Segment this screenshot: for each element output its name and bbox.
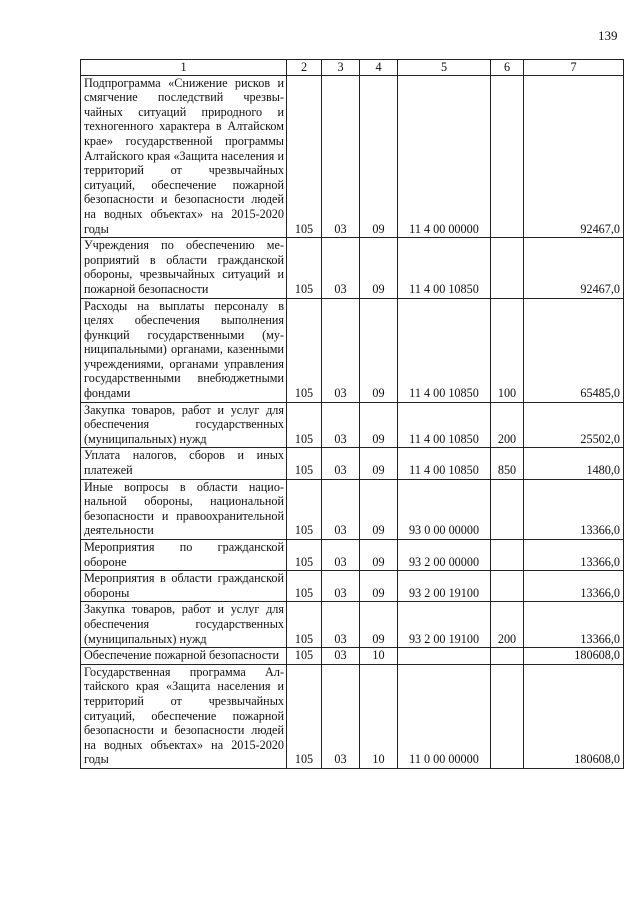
table-header-row bbox=[81, 60, 624, 76]
row-name: Мероприятия в области гражданской обороны bbox=[81, 571, 287, 602]
subsection-code: 09 bbox=[360, 571, 398, 602]
ministry-code: 105 bbox=[287, 602, 322, 648]
expense-type-code bbox=[491, 571, 524, 602]
row-name: Закупка товаров, работ и услуг для обеспечения государственных (муниципальных) нужд bbox=[81, 402, 287, 448]
expense-type-code bbox=[491, 238, 524, 298]
subsection-code: 09 bbox=[360, 238, 398, 298]
table-row bbox=[81, 402, 624, 448]
subsection-code: 10 bbox=[360, 664, 398, 768]
section-code: 03 bbox=[322, 402, 360, 448]
target-item-code: 93 2 00 19100 bbox=[398, 571, 491, 602]
row-name: Подпрограмма «Снижение рисков и смягчение последствий чрезвычайных ситуаций природного и техногенного характера в Алтайском крае» государственной программы Алтайского края «Защита населения и территорий от чрезвычайных ситуаций, обеспечение пожарной безопасности и безопасности людей на водных объектах» на 2015-2020 годы bbox=[81, 75, 287, 238]
expense-type-code bbox=[491, 648, 524, 665]
amount: 180608,0 bbox=[524, 664, 624, 768]
header-cell: 6 bbox=[491, 60, 524, 76]
section-code: 03 bbox=[322, 602, 360, 648]
table-row bbox=[81, 298, 624, 402]
ministry-code: 105 bbox=[287, 75, 322, 238]
header-cell: 5 bbox=[398, 60, 491, 76]
target-item-code: 93 2 00 19100 bbox=[398, 602, 491, 648]
expense-type-code bbox=[491, 75, 524, 238]
table-row bbox=[81, 479, 624, 539]
amount: 1480,0 bbox=[524, 448, 624, 479]
row-name: Обеспечение пожарной безопасности bbox=[81, 648, 287, 665]
ministry-code: 105 bbox=[287, 402, 322, 448]
header-cell: 4 bbox=[360, 60, 398, 76]
ministry-code: 105 bbox=[287, 664, 322, 768]
ministry-code: 105 bbox=[287, 298, 322, 402]
table-row bbox=[81, 602, 624, 648]
table-row bbox=[81, 448, 624, 479]
expense-type-code: 850 bbox=[491, 448, 524, 479]
budget-table bbox=[80, 59, 624, 769]
table-row bbox=[81, 540, 624, 571]
subsection-code: 09 bbox=[360, 298, 398, 402]
amount: 13366,0 bbox=[524, 479, 624, 539]
table-row bbox=[81, 664, 624, 768]
ministry-code: 105 bbox=[287, 571, 322, 602]
section-code: 03 bbox=[322, 540, 360, 571]
target-item-code: 11 4 00 10850 bbox=[398, 238, 491, 298]
amount: 92467,0 bbox=[524, 238, 624, 298]
row-name: Мероприятия по гражданской обороне bbox=[81, 540, 287, 571]
amount: 180608,0 bbox=[524, 648, 624, 665]
section-code: 03 bbox=[322, 448, 360, 479]
amount: 13366,0 bbox=[524, 602, 624, 648]
subsection-code: 09 bbox=[360, 402, 398, 448]
header-cell: 1 bbox=[81, 60, 287, 76]
amount: 92467,0 bbox=[524, 75, 624, 238]
target-item-code: 11 4 00 10850 bbox=[398, 448, 491, 479]
row-name: Иные вопросы в области национальной обороны, национальной безопасности и правоохранительной деятельности bbox=[81, 479, 287, 539]
target-item-code: 93 2 00 00000 bbox=[398, 540, 491, 571]
target-item-code: 93 0 00 00000 bbox=[398, 479, 491, 539]
expense-type-code bbox=[491, 479, 524, 539]
header-cell: 2 bbox=[287, 60, 322, 76]
target-item-code: 11 4 00 10850 bbox=[398, 298, 491, 402]
table-row bbox=[81, 238, 624, 298]
row-name: Закупка товаров, работ и услуг для обеспечения государственных (муниципальных) нужд bbox=[81, 602, 287, 648]
target-item-code: 11 4 00 10850 bbox=[398, 402, 491, 448]
row-name: Государственная программа Алтайского края «Защита населения и территорий от чрезвычайных ситуаций, обеспечение пожарной безопасности и безопасности людей на водных объектах» на 2015-2020 годы bbox=[81, 664, 287, 768]
ministry-code: 105 bbox=[287, 648, 322, 665]
section-code: 03 bbox=[322, 571, 360, 602]
amount: 25502,0 bbox=[524, 402, 624, 448]
subsection-code: 10 bbox=[360, 648, 398, 665]
row-name: Уплата налогов, сборов и иных платежей bbox=[81, 448, 287, 479]
row-name: Учреждения по обеспечению мероприятий в области гражданской обороны, чрезвычайных ситуаций и пожарной безопасности bbox=[81, 238, 287, 298]
table-row bbox=[81, 571, 624, 602]
ministry-code: 105 bbox=[287, 540, 322, 571]
expense-type-code: 200 bbox=[491, 602, 524, 648]
row-name: Расходы на выплаты персоналу в целях обеспечения выполнения функций государственными (муниципальными) органами, казенными учреждениями, органами управления государственными внебюджетными фондами bbox=[81, 298, 287, 402]
section-code: 03 bbox=[322, 75, 360, 238]
subsection-code: 09 bbox=[360, 479, 398, 539]
table-row bbox=[81, 648, 624, 665]
header-cell: 7 bbox=[524, 60, 624, 76]
expense-type-code bbox=[491, 540, 524, 571]
section-code: 03 bbox=[322, 648, 360, 665]
amount: 65485,0 bbox=[524, 298, 624, 402]
table-row bbox=[81, 75, 624, 238]
amount: 13366,0 bbox=[524, 540, 624, 571]
expense-type-code: 200 bbox=[491, 402, 524, 448]
subsection-code: 09 bbox=[360, 75, 398, 238]
target-item-code: 11 4 00 00000 bbox=[398, 75, 491, 238]
ministry-code: 105 bbox=[287, 448, 322, 479]
target-item-code bbox=[398, 648, 491, 665]
section-code: 03 bbox=[322, 664, 360, 768]
subsection-code: 09 bbox=[360, 540, 398, 571]
page-number: 139 bbox=[598, 28, 618, 43]
target-item-code: 11 0 00 00000 bbox=[398, 664, 491, 768]
section-code: 03 bbox=[322, 298, 360, 402]
ministry-code: 105 bbox=[287, 479, 322, 539]
subsection-code: 09 bbox=[360, 448, 398, 479]
subsection-code: 09 bbox=[360, 602, 398, 648]
expense-type-code bbox=[491, 664, 524, 768]
expense-type-code: 100 bbox=[491, 298, 524, 402]
section-code: 03 bbox=[322, 479, 360, 539]
ministry-code: 105 bbox=[287, 238, 322, 298]
header-cell: 3 bbox=[322, 60, 360, 76]
amount: 13366,0 bbox=[524, 571, 624, 602]
section-code: 03 bbox=[322, 238, 360, 298]
